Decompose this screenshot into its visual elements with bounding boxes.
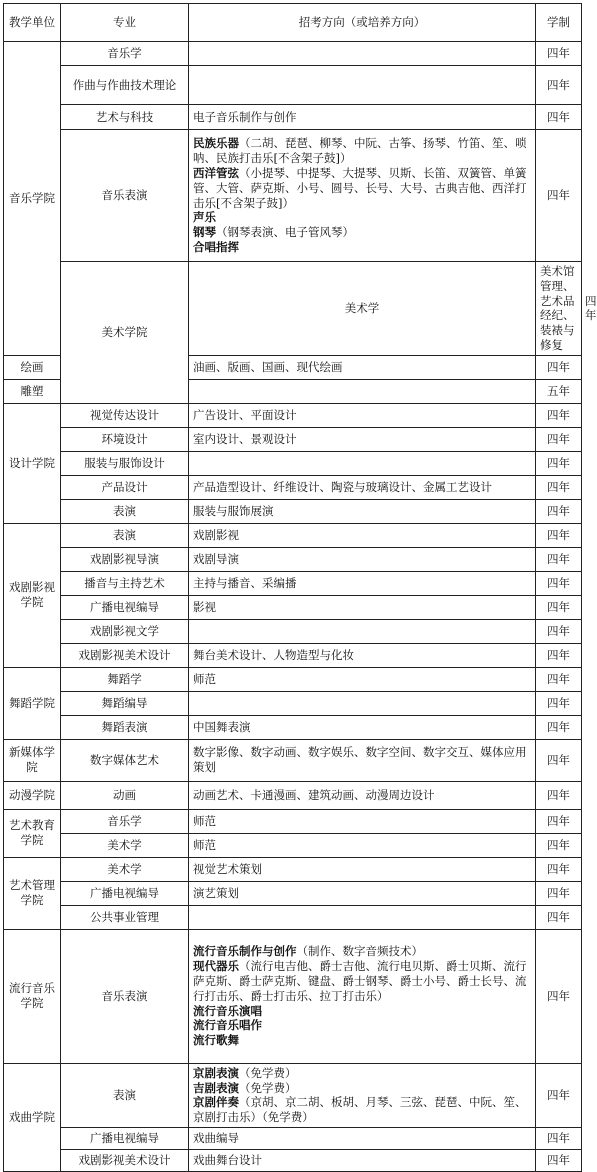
direction-cell <box>189 499 536 523</box>
major-cell: 广播电视编导 <box>61 881 189 905</box>
direction-cell <box>189 379 536 403</box>
direction-line <box>193 862 531 877</box>
direction-cell <box>189 130 536 262</box>
direction-detail: （免学费） <box>239 1065 297 1080</box>
direction-line <box>193 360 531 375</box>
program-table <box>3 3 597 1172</box>
duration-cell: 四年 <box>536 1149 582 1171</box>
table-row <box>4 403 582 427</box>
major-cell: 作曲与作曲技术理论 <box>61 66 189 105</box>
table-row <box>4 809 582 833</box>
table-row <box>4 643 582 667</box>
table-row <box>4 739 582 781</box>
direction-line <box>193 136 531 166</box>
major-cell: 舞蹈表演 <box>61 715 189 739</box>
direction-cell <box>189 1127 536 1149</box>
duration-cell: 四年 <box>536 547 582 571</box>
direction-cell <box>189 781 536 809</box>
direction-cell <box>189 1149 536 1171</box>
direction-detail: 视觉艺术策划 <box>193 861 262 876</box>
duration-cell: 四年 <box>536 130 582 262</box>
direction-cell <box>189 1063 536 1127</box>
direction-line <box>193 110 531 125</box>
direction-detail: 中国舞表演 <box>193 719 251 734</box>
direction-detail: 戏剧影视 <box>193 527 239 542</box>
unit-cell: 音乐学院 <box>4 42 61 356</box>
direction-detail: 电子音乐制作与创作 <box>193 109 297 124</box>
duration-cell: 四年 <box>536 403 582 427</box>
major-cell: 音乐学 <box>61 42 189 66</box>
direction-line <box>193 672 531 687</box>
direction-line <box>193 1153 531 1168</box>
table-row <box>4 475 582 499</box>
direction-detail: 美术馆管理、艺术品经纪、装裱与修复 <box>540 264 575 352</box>
duration-cell: 四年 <box>536 781 582 809</box>
duration-cell: 四年 <box>536 427 582 451</box>
major-cell: 戏剧影视美术设计 <box>61 643 189 667</box>
direction-detail: 戏曲编导 <box>193 1131 239 1146</box>
major-cell: 戏剧影视文学 <box>61 619 189 643</box>
major-cell: 舞蹈编导 <box>61 691 189 715</box>
major-cell: 美术学 <box>61 833 189 857</box>
major-cell: 音乐学 <box>61 809 189 833</box>
table-row: 美术学院 美术学 美术馆管理、艺术品经纪、装裱与修复 四年 <box>4 262 582 356</box>
direction-line <box>193 408 531 423</box>
direction-detail: 产品造型设计、纤维设计、陶瓷与玻璃设计、金属工艺设计 <box>193 479 492 494</box>
direction-detail: 师范 <box>193 813 216 828</box>
unit-cell: 戏曲学院 <box>4 1063 61 1171</box>
direction-line <box>193 1066 531 1081</box>
direction-cell <box>189 833 536 857</box>
direction-cell <box>189 475 536 499</box>
direction-cell <box>189 547 536 571</box>
direction-line <box>193 210 531 225</box>
major-cell: 戏剧影视美术设计 <box>61 1149 189 1171</box>
direction-category: 吉剧表演 <box>193 1080 239 1095</box>
table-row <box>4 1127 582 1149</box>
duration-cell: 四年 <box>536 475 582 499</box>
direction-cell <box>189 523 536 547</box>
duration-cell: 四年 <box>536 739 582 781</box>
direction-line <box>193 745 531 775</box>
table-row <box>4 130 582 262</box>
table-row <box>4 619 582 643</box>
direction-cell <box>189 427 536 451</box>
direction-line <box>540 264 577 353</box>
direction-line <box>193 886 531 901</box>
direction-cell <box>189 691 536 715</box>
unit-cell: 设计学院 <box>4 403 61 523</box>
direction-cell <box>189 929 536 1063</box>
unit-cell: 动漫学院 <box>4 781 61 809</box>
direction-cell <box>189 66 536 105</box>
duration-cell: 四年 <box>536 619 582 643</box>
major-cell: 表演 <box>61 1063 189 1127</box>
direction-category: 流行音乐演唱 <box>193 1003 262 1018</box>
direction-line <box>193 552 531 567</box>
direction-detail: 戏曲舞台设计 <box>193 1153 262 1168</box>
major-cell: 视觉传达设计 <box>61 403 189 427</box>
direction-line <box>193 240 531 255</box>
direction-line <box>193 648 531 663</box>
major-cell: 音乐表演 <box>61 929 189 1063</box>
duration-cell: 四年 <box>536 571 582 595</box>
direction-line <box>193 480 531 495</box>
table-header-row <box>4 4 582 42</box>
direction-detail: 油画、版画、国画、现代绘画 <box>193 359 343 374</box>
direction-line <box>193 1131 531 1146</box>
direction-line <box>193 1018 531 1033</box>
unit-cell: 新媒体学院 <box>4 739 61 781</box>
duration-cell: 四年 <box>536 809 582 833</box>
table-row <box>4 833 582 857</box>
direction-detail: （二胡、琵琶、柳琴、中阮、古筝、扬琴、竹笛、笙、唢呐、民族打击乐[不含架子鼓]） <box>193 136 527 166</box>
table-row <box>4 42 582 66</box>
header-major: 专业 <box>61 4 189 42</box>
table-row <box>4 857 582 881</box>
direction-cell <box>189 595 536 619</box>
direction-category: 京剧伴奏 <box>193 1095 239 1110</box>
header-unit: 教学单位 <box>4 4 61 42</box>
direction-line <box>193 1095 531 1125</box>
direction-detail: （制作、数字音频技术） <box>296 944 423 959</box>
duration-cell: 四年 <box>536 1127 582 1149</box>
major-cell: 美术学 <box>61 857 189 881</box>
table-row <box>4 105 582 130</box>
unit-cell: 艺术教育学院 <box>4 809 61 857</box>
duration-cell: 四年 <box>536 523 582 547</box>
table-row <box>4 1063 582 1127</box>
direction-detail: 师范 <box>193 837 216 852</box>
unit-cell: 流行音乐学院 <box>4 929 61 1063</box>
direction-cell <box>189 451 536 475</box>
direction-cell <box>189 643 536 667</box>
direction-line <box>193 720 531 735</box>
unit-cell: 美术学院 <box>61 262 189 404</box>
major-cell: 戏剧影视导演 <box>61 547 189 571</box>
direction-category: 合唱指挥 <box>193 239 239 254</box>
table-row <box>4 595 582 619</box>
unit-cell: 艺术管理学院 <box>4 857 61 929</box>
direction-detail: （流行电吉他、爵士吉他、流行电贝斯、爵士贝斯、流行萨克斯、爵士萨克斯、键盘、爵士钢琴、爵士小号、爵士长号、流行打击乐、爵士打击乐、拉丁打击乐） <box>193 959 527 1003</box>
major-cell: 艺术与科技 <box>61 105 189 130</box>
major-cell: 公共事业管理 <box>61 905 189 929</box>
direction-detail: （钢琴表演、电子管风琴） <box>216 225 354 240</box>
table-row <box>4 427 582 451</box>
direction-category: 京剧表演 <box>193 1065 239 1080</box>
direction-cell <box>189 881 536 905</box>
direction-category: 声乐 <box>193 210 216 225</box>
duration-cell: 四年 <box>536 715 582 739</box>
duration-cell: 四年 <box>536 833 582 857</box>
direction-category: 流行音乐唱作 <box>193 1018 262 1033</box>
direction-detail: 动画艺术、卡通漫画、建筑动画、动漫周边设计 <box>193 787 435 802</box>
direction-category: 现代器乐 <box>193 959 239 974</box>
duration-cell: 四年 <box>536 857 582 881</box>
table-row <box>4 523 582 547</box>
unit-cell: 舞蹈学院 <box>4 667 61 739</box>
major-cell: 服装与服饰设计 <box>61 451 189 475</box>
duration-cell: 四年 <box>536 355 582 379</box>
direction-detail: 主持与播音、采编播 <box>193 575 297 590</box>
direction-line <box>193 1081 531 1096</box>
duration-cell: 四年 <box>536 499 582 523</box>
direction-cell <box>536 262 582 356</box>
table-row <box>4 499 582 523</box>
major-cell: 数字媒体艺术 <box>61 739 189 781</box>
table-row <box>4 929 582 1063</box>
direction-category: 流行歌舞 <box>193 1033 239 1048</box>
direction-cell <box>189 667 536 691</box>
table-row <box>4 1149 582 1171</box>
direction-detail: （京胡、京二胡、板胡、月琴、三弦、琵琶、中阮、笙、京剧打击乐）（免学费） <box>193 1095 527 1125</box>
direction-cell <box>189 905 536 929</box>
direction-detail: 服装与服饰展演 <box>193 503 274 518</box>
table-row <box>4 547 582 571</box>
header-duration: 学制 <box>536 4 582 42</box>
major-cell: 广播电视编导 <box>61 1127 189 1149</box>
direction-cell <box>189 42 536 66</box>
table-row <box>4 715 582 739</box>
table-row <box>4 66 582 105</box>
major-cell: 雕塑 <box>4 379 61 403</box>
direction-detail: （免学费） <box>239 1080 297 1095</box>
direction-category: 钢琴 <box>193 225 216 240</box>
duration-cell: 四年 <box>536 42 582 66</box>
major-cell: 广播电视编导 <box>61 595 189 619</box>
duration-cell: 四年 <box>536 643 582 667</box>
major-cell: 表演 <box>61 523 189 547</box>
direction-line <box>193 959 531 1003</box>
duration-cell: 五年 <box>536 379 582 403</box>
direction-line <box>193 166 531 210</box>
direction-category: 西洋管弦 <box>193 165 239 180</box>
direction-line <box>193 432 531 447</box>
direction-detail: 戏剧导演 <box>193 551 239 566</box>
table-row <box>4 571 582 595</box>
direction-line <box>193 528 531 543</box>
table-row <box>4 905 582 929</box>
table-row <box>4 781 582 809</box>
duration-cell: 四年 <box>536 691 582 715</box>
direction-detail: 数字影像、数字动画、数字娱乐、数字空间、数字交互、媒体应用策划 <box>193 745 527 775</box>
duration-cell: 四年 <box>536 1063 582 1127</box>
major-cell: 美术学 <box>189 262 536 356</box>
major-cell: 舞蹈学 <box>61 667 189 691</box>
table-row <box>4 691 582 715</box>
direction-cell <box>189 739 536 781</box>
direction-cell <box>189 403 536 427</box>
table-body <box>4 42 597 1172</box>
major-cell: 绘画 <box>4 355 61 379</box>
direction-line <box>193 838 531 853</box>
direction-cell <box>189 355 536 379</box>
direction-detail: 演艺策划 <box>193 885 239 900</box>
duration-cell: 四年 <box>536 929 582 1063</box>
duration-cell: 四年 <box>536 595 582 619</box>
direction-line <box>193 576 531 591</box>
duration-cell: 四年 <box>536 667 582 691</box>
direction-category: 流行音乐制作与创作 <box>193 944 297 959</box>
direction-line <box>193 504 531 519</box>
direction-detail: 室内设计、景观设计 <box>193 431 297 446</box>
direction-cell <box>189 715 536 739</box>
direction-line <box>193 788 531 803</box>
major-cell: 环境设计 <box>61 427 189 451</box>
direction-detail: 舞台美术设计、人物造型与化妆 <box>193 647 354 662</box>
table-row <box>4 881 582 905</box>
duration-cell: 四年 <box>536 105 582 130</box>
direction-detail: 影视 <box>193 599 216 614</box>
duration-cell: 四年 <box>536 905 582 929</box>
direction-line <box>193 225 531 240</box>
major-cell: 动画 <box>61 781 189 809</box>
major-cell: 表演 <box>61 499 189 523</box>
direction-category: 民族乐器 <box>193 136 239 151</box>
direction-line <box>193 1033 531 1048</box>
direction-cell <box>189 619 536 643</box>
unit-cell: 戏剧影视学院 <box>4 523 61 667</box>
table-row <box>4 451 582 475</box>
duration-cell: 四年 <box>536 66 582 105</box>
direction-line <box>193 1004 531 1019</box>
header-direction: 招考方向（或培养方向） <box>189 4 536 42</box>
major-cell: 音乐表演 <box>61 130 189 262</box>
direction-line <box>193 944 531 959</box>
direction-cell <box>189 105 536 130</box>
major-cell: 产品设计 <box>61 475 189 499</box>
duration-cell: 四年 <box>536 881 582 905</box>
direction-cell <box>189 809 536 833</box>
major-cell: 播音与主持艺术 <box>61 571 189 595</box>
duration-cell: 四年 <box>536 451 582 475</box>
direction-line <box>193 814 531 829</box>
table-row <box>4 667 582 691</box>
direction-detail: （小提琴、中提琴、大提琴、贝斯、长笛、双簧管、单簧管、大管、萨克斯、小号、圆号、长号、大号、古典吉他、西洋打击乐[不含架子鼓]） <box>193 165 527 210</box>
direction-cell <box>189 571 536 595</box>
direction-detail: 师范 <box>193 671 216 686</box>
direction-cell <box>189 857 536 881</box>
direction-line <box>193 600 531 615</box>
direction-detail: 广告设计、平面设计 <box>193 407 297 422</box>
